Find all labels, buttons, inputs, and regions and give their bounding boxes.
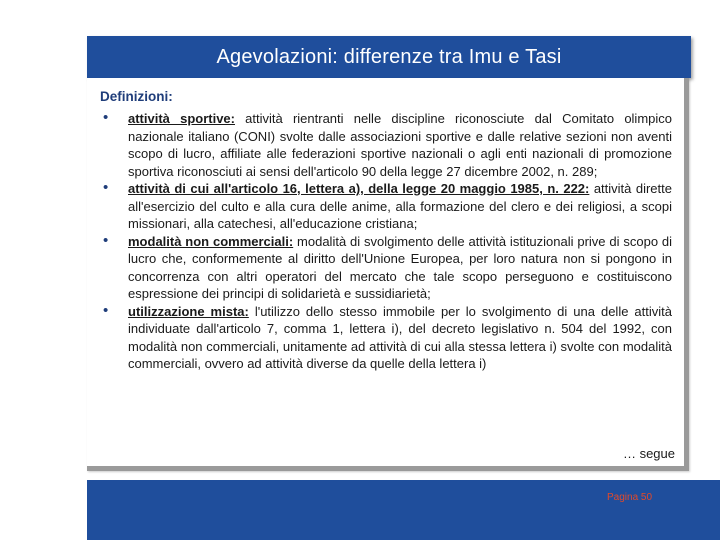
list-item [100, 233, 672, 303]
definition-term: attività di cui all'articolo 16, lettera a), della legge 20 maggio 1985, n. 222: [128, 181, 590, 196]
definition-text: attività dirette all'esercizio del culto e alla cura delle anime, alla formazione del clero e dei religiosi, a scopi missionari, alla catechesi, all'educazione cristiana; [128, 181, 672, 231]
definition-text: attività rientranti nelle discipline riconosciute dal Comitato olimpico nazionale italiano (CONI) svolte dalle associazioni sportive e dalle relative sezioni non aventi scopo di lucro, affiliate alle federazioni sportive nazionali o agli enti nazionali di promozione sportiva riconosciuti ai sensi dell'articolo 90 della legge 27 dicembre 2002, n. 289; [128, 111, 672, 179]
list-item [100, 110, 672, 180]
definition-text: modalità di svolgimento delle attività istituzionali prive di scopo di lucro che, conformemente al diritto dell'Unione Europea, per loro natura non si pongono in concorrenza con altri operatori del mercato che tale scopo perseguono e costituiscono espressione dei principi di solidarietà e sussidiarietà; [128, 233, 673, 301]
bullet-icon: • [103, 109, 109, 126]
section-label: Definizioni: [100, 89, 173, 104]
bullet-icon: • [103, 301, 109, 319]
title-bar [87, 36, 691, 78]
footer-bar [87, 480, 720, 540]
definitions-list [100, 110, 672, 373]
segue-label: … segue [622, 446, 675, 461]
content-box [87, 78, 689, 471]
bullet-icon: • [103, 231, 109, 249]
page-title: Agevolazioni: differenze tra Imu e Tasi [216, 45, 562, 68]
list-item [100, 180, 672, 233]
definition-term: attività sportive: [128, 111, 235, 126]
bullet-icon: • [103, 179, 109, 196]
definition-text: l'utilizzo dello stesso immobile per lo svolgimento di una delle attività individuate dall'articolo 7, comma 1, lettera i), del decreto legislativo n. 504 del 1992, con modalità non commerciali, unitamente ad attività di cui alla stessa lettera i) svolte con modalità commerciali, ovvero ad attività diverse da quelle della lettera i) [128, 303, 672, 371]
page-number: Pagina 50 [607, 492, 653, 503]
definition-term: utilizzazione mista: [128, 303, 249, 319]
definition-term: modalità non commerciali: [128, 233, 294, 249]
list-item [100, 303, 672, 373]
